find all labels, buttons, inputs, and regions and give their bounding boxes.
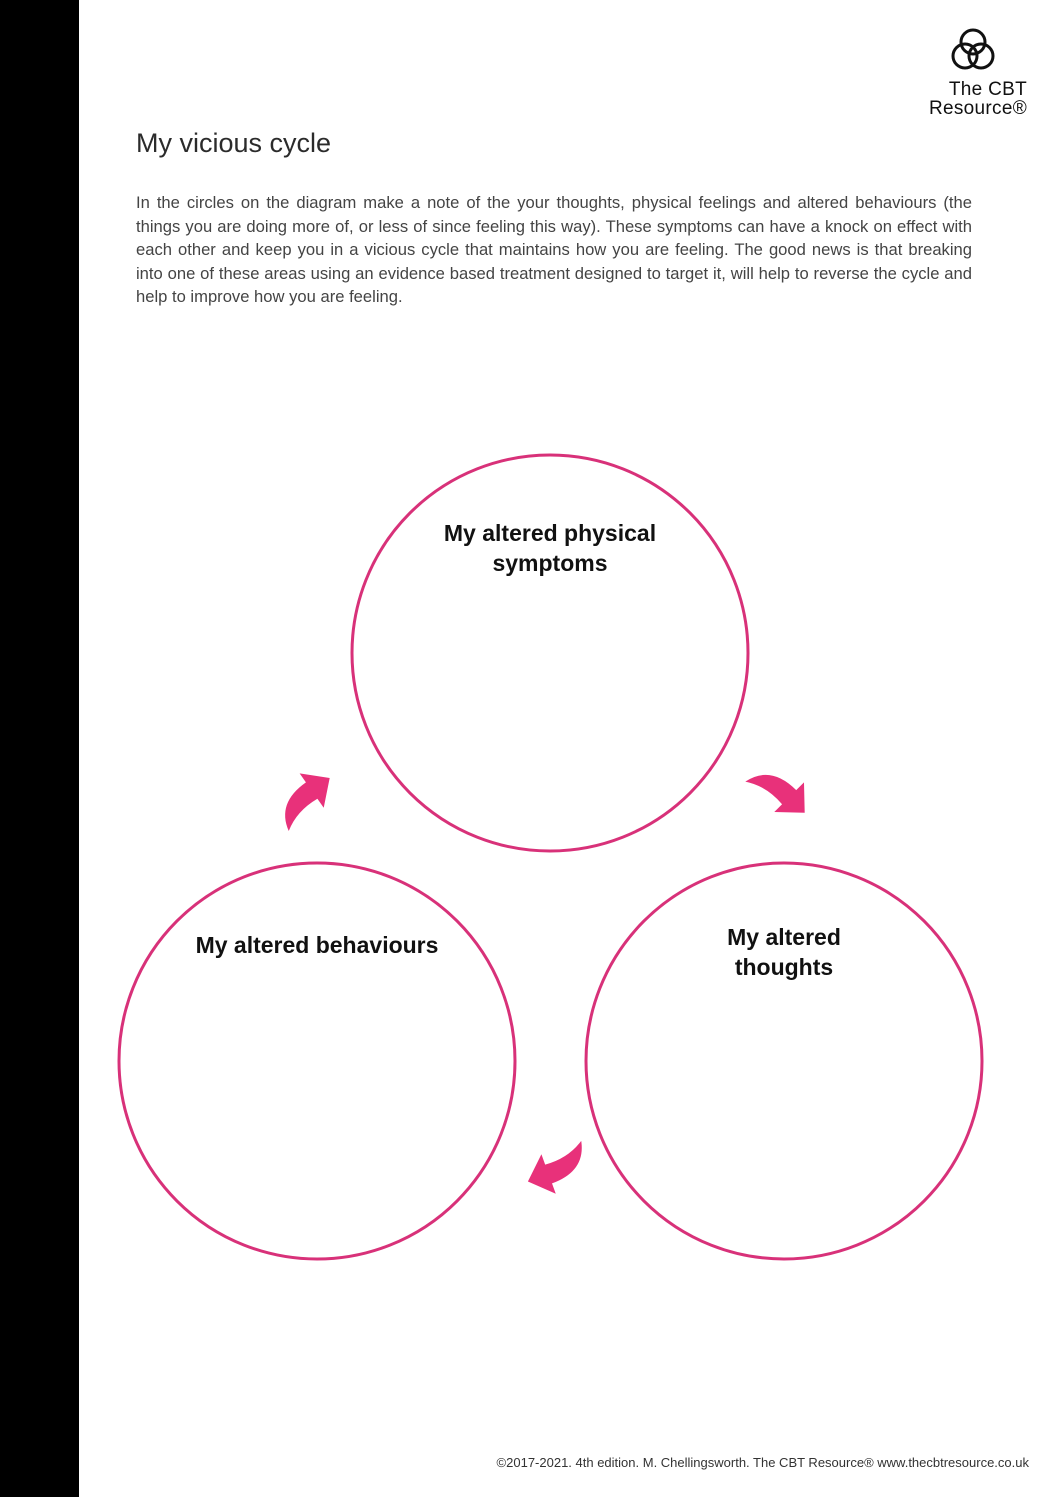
curved-arrow-icon bbox=[521, 1140, 596, 1201]
logo-text bbox=[907, 80, 1027, 118]
logo-line-2: Resource® bbox=[928, 98, 1027, 119]
intro-paragraph: In the circles on the diagram make a note of the your thoughts, physical feelings and altered behaviours (the things you are doing more of, or less of since feeling this way). These symptoms can have a knock on effect with each other and keep you in a vicious cycle that maintains how you are feeling. The good news is that breaking into one of these areas using an evidence based treatment designed to target it, will help to reverse the cycle and help to improve how you are feeling. bbox=[136, 193, 972, 306]
footer-copyright: ©2017-2021. 4th edition. M. Chellingsworth. The CBT Resource® www.thecbtresource.co.uk bbox=[496, 1455, 1029, 1470]
curved-arrow-icon bbox=[265, 761, 342, 832]
three-circles-logo-icon bbox=[945, 26, 1001, 76]
logo-line-1: The CBT bbox=[948, 79, 1027, 100]
curved-arrow-icon bbox=[745, 753, 820, 828]
thoughts-label: My altered thoughts bbox=[727, 924, 841, 980]
behaviours-circle bbox=[119, 863, 515, 1259]
behaviours-label: My altered behaviours bbox=[195, 932, 439, 958]
side-bar bbox=[0, 0, 79, 1497]
cbt-resource-logo bbox=[915, 22, 1035, 122]
physical-symptoms-circle bbox=[352, 455, 748, 851]
page-title: My vicious cycle bbox=[136, 128, 332, 158]
physical-symptoms-label: My altered physical symptoms bbox=[443, 520, 657, 576]
